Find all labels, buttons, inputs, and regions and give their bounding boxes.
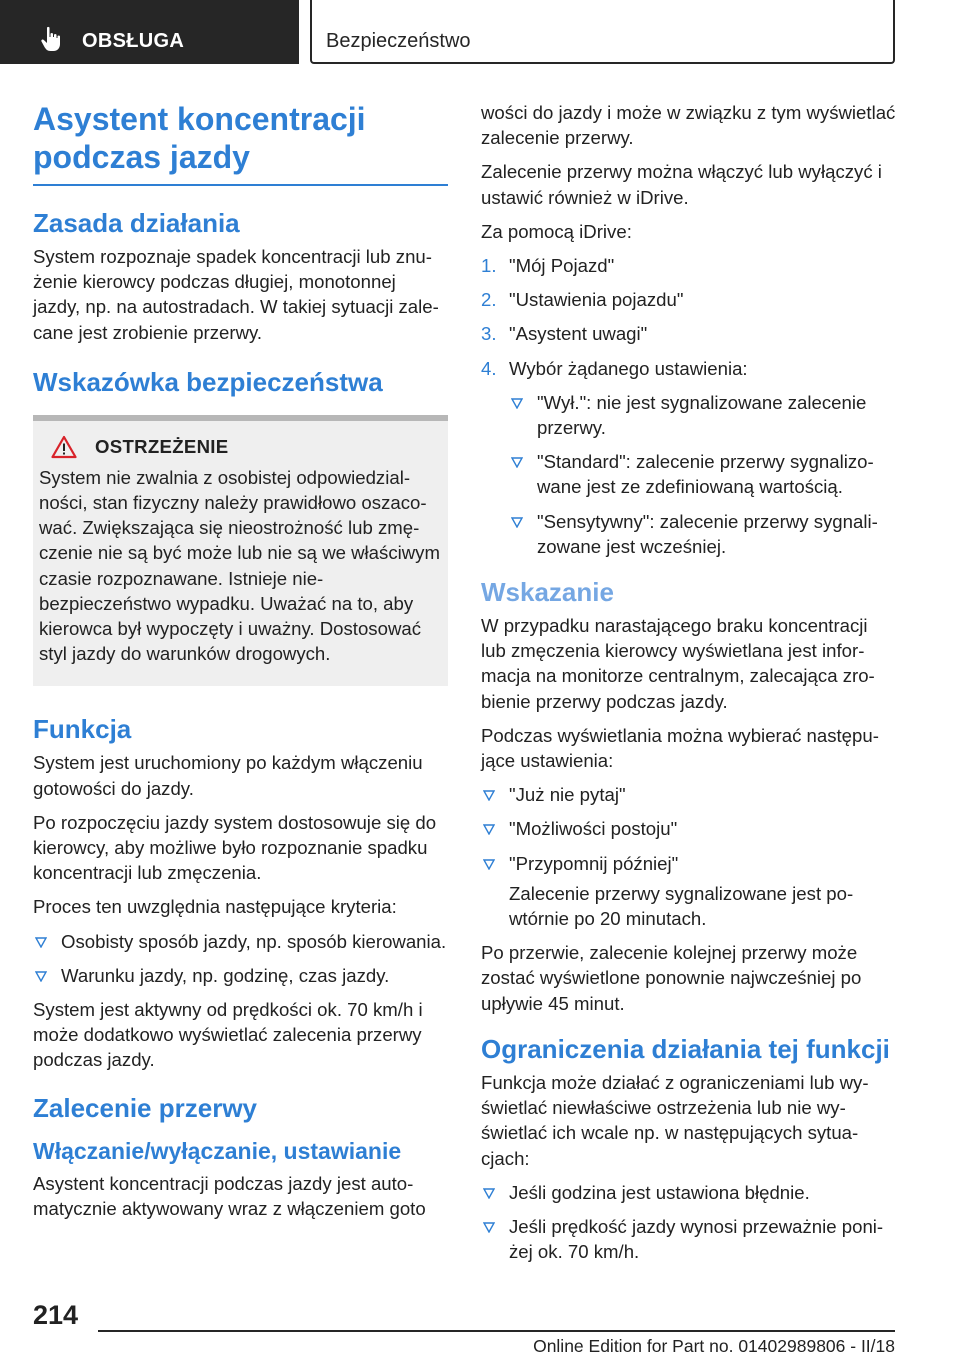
triangle-bullet-icon [511, 517, 523, 528]
paragraph-ograniczenia: Funkcja może działać z ograniczeniami lub wyświetlać niewłaściwe ostrzeżenia lub nie wyświetlać ich wcale np. w następujących sytuacjach: [481, 1071, 869, 1169]
step-item: 2. "Ustawienia pojazdu" [481, 289, 684, 311]
page-title: Asystent koncentracji podczas jazdy [33, 101, 366, 175]
settings-list [509, 390, 896, 559]
subsection-title: Bezpieczeństwo [326, 30, 471, 52]
paragraph-continued: wości do jazdy i może w związku z tym wyświetlać zalecenie przerwy. [481, 102, 896, 149]
list-item: Osobisty sposób jazdy, np. sposób kierowania. [33, 929, 448, 954]
page-number: 214 [33, 1300, 79, 1330]
triangle-bullet-icon [483, 824, 495, 835]
triangle-bullet-icon [511, 457, 523, 468]
criteria-list [33, 929, 448, 988]
triangle-bullet-icon [483, 790, 495, 801]
paragraph-idrive-1: Zalecenie przerwy można włączyć lub wyłączyć i ustawić również w iDrive. [481, 161, 882, 208]
heading-zalecenie: Zalecenie przerwy [33, 1092, 257, 1123]
header-subsection-tab [310, 0, 895, 64]
steps-list [481, 253, 896, 559]
left-column [33, 100, 448, 1230]
paragraph-wlaczanie: Asystent koncentracji podczas jazdy jest automatycznie aktywowany wraz z włączeniem goto [33, 1172, 426, 1219]
section-title: OBSŁUGA [82, 30, 185, 52]
limits-list [481, 1180, 896, 1265]
paragraph-wskazanie-2: Podczas wyświetlania można wybierać następujące ustawienia: [481, 724, 879, 772]
heading-wlaczanie: Włączanie/wyłączanie, ustawianie [33, 1137, 402, 1164]
heading-ograniczenia: Ograniczenia działania tej funkcji [481, 1033, 890, 1064]
list-item: "Wył.": nie jest sygnalizowane zalecenie przerwy. [509, 390, 896, 440]
footer-edition: Online Edition for Part no. 01402989806 - II/18 [533, 1336, 895, 1356]
list-item: "Możliwości postoju" [481, 816, 896, 841]
footer-divider [98, 1330, 895, 1332]
paragraph-wskazanie-1: W przypadku narastającego braku koncentracji lub zmęczenia kierowcy wyświetlana jest informacja na monitorze centralnym, zalecająca zrobienie przerwy podczas jazdy. [481, 615, 875, 712]
options-list [481, 782, 896, 876]
header-section-tab [0, 0, 299, 64]
list-item: "Przypomnij później" [481, 851, 896, 876]
paragraph-zasada: System rozpoznaje spadek koncentracji lub znużenie kierowcy podczas długiej, monotonnej jazdy, np. na autostradach. W takiej sytuacji zalecane jest zrobienie przerwy. [33, 246, 439, 343]
triangle-bullet-icon [483, 1188, 495, 1199]
warning-title: OSTRZEŻENIE [95, 435, 229, 457]
step-item: 4. Wybór żądanego ustawienia: "Wył.": nie jest sygnalizowane zalecenie przerwy. "Standard": zalecenie przerwy sygnalizowane jest ze zdefiniowaną wartością. "Sensytywny": zalecenie przerwy sygnalizowane jest wcześniej. [481, 356, 896, 559]
warning-box [33, 415, 448, 687]
right-column [481, 100, 896, 1273]
triangle-bullet-icon [35, 937, 47, 948]
triangle-bullet-icon [511, 398, 523, 409]
warning-triangle-icon [51, 435, 77, 459]
step-item: 3. "Asystent uwagi" [481, 323, 648, 345]
list-item: Jeśli godzina jest ustawiona błędnie. [481, 1180, 896, 1205]
list-item: Jeśli prędkość jazdy wynosi przeważnie poniżej ok. 70 km/h. [481, 1214, 896, 1264]
heading-zasada: Zasada działania [33, 208, 240, 238]
list-item: Warunku jazdy, np. godzinę, czas jazdy. [33, 963, 448, 988]
heading-wskazowka: Wskazówka bezpieczeństwa [33, 366, 383, 397]
paragraph-funkcja-1: System jest uruchomiony po każdym włączeniu gotowości do jazdy. [33, 752, 423, 799]
hand-pointer-icon [40, 26, 64, 52]
step-item: 1. "Mój Pojazd" [481, 255, 615, 277]
heading-funkcja: Funkcja [33, 714, 132, 745]
list-item: "Sensytywny": zalecenie przerwy sygnalizowane jest wcześniej. [509, 509, 896, 559]
paragraph-funkcja-3: Proces ten uwzględnia następujące kryteria: [33, 896, 397, 918]
paragraph-idrive-2: Za pomocą iDrive: [481, 220, 632, 242]
warning-text: System nie zwalnia z osobistej odpowiedzialności, stan fizyczny należy prawidłowo oszacować. Zwiększająca się nieostrożność lub zmęczenie nie są być może lub nie są we właściwym czasie rozpoznawane. Istnieje niebezpieczeństwo wypadku. Uważać na to, aby kierowca był wypoczęty i uważny. Dostosować styl jazdy do warunków drogowych. [39, 466, 440, 665]
triangle-bullet-icon [35, 971, 47, 982]
paragraph-przypomnij: Zalecenie przerwy sygnalizowane jest powtórnie po 20 minutach. [509, 882, 854, 930]
heading-wskazanie: Wskazanie [481, 577, 614, 608]
triangle-bullet-icon [483, 859, 495, 870]
title-divider [33, 184, 448, 186]
paragraph-funkcja-4: System jest aktywny od prędkości ok. 70 km/h i może dodatkowo wyświetlać zalecenia przerwy podczas jazdy. [33, 999, 423, 1071]
list-item: "Standard": zalecenie przerwy sygnalizowane jest ze zdefiniowaną wartością. [509, 449, 896, 499]
paragraph-przerwa: Po przerwie, zalecenie kolejnej przerwy może zostać wyświetlone ponownie najwcześniej po upływie 45 minut. [481, 942, 862, 1014]
list-item: "Już nie pytaj" [481, 782, 896, 807]
paragraph-funkcja-2: Po rozpoczęciu jazdy system dostosowuje się do kierowcy, aby możliwe było rozpoznanie spadku koncentracji lub zmęczenia. [33, 811, 437, 884]
triangle-bullet-icon [483, 1222, 495, 1233]
